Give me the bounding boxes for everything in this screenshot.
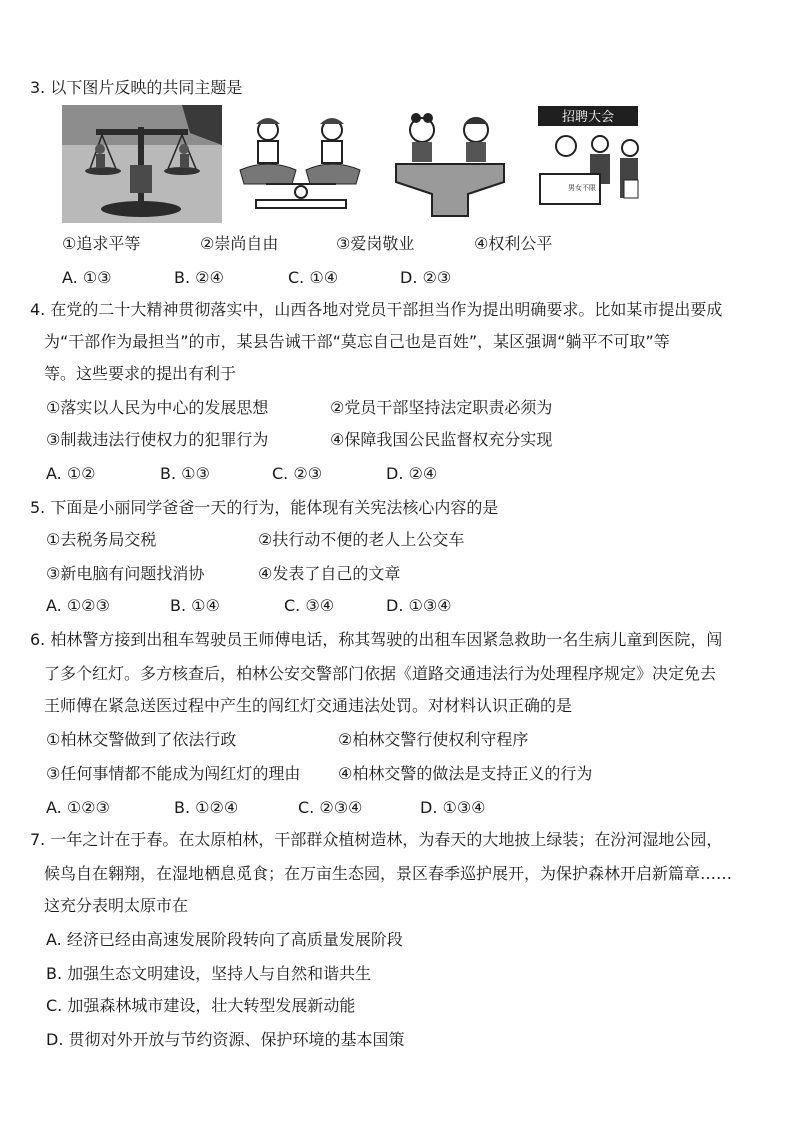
q5-choice-a: A. ①②③ xyxy=(46,596,110,615)
q5-stem: 5. 下面是小丽同学爸爸一天的行为，能体现有关宪法核心内容的是 xyxy=(30,498,499,517)
q5-statement-3: ③新电脑有问题找消协 xyxy=(46,564,205,583)
q4-choice-a: A. ①② xyxy=(46,464,96,483)
q4-statement-2: ②党员干部坚持法定职责必须为 xyxy=(330,398,553,417)
q3-statement-3: ③爱岗敬业 xyxy=(336,234,415,253)
q3-picture-3-children-pedestal xyxy=(390,108,510,222)
q5-choice-d: D. ①③④ xyxy=(386,596,452,615)
q3-choice-d: D. ②③ xyxy=(400,268,452,287)
q7-stem-line-2: 候鸟自在翱翔，在湿地栖息觅食；在万亩生态园，景区春季巡护展开，为保护森林开启新篇章…… xyxy=(44,864,733,883)
q6-stem-line-3: 王师傅在紧急送医过程中产生的闯红灯交通违法处罚。对材料认识正确的是 xyxy=(44,696,573,715)
q3-picture-4-caption: 招聘大会 xyxy=(561,110,615,125)
q3-picture-4-small-text: 男女不限 xyxy=(568,184,596,192)
q5-statement-2: ②扶行动不便的老人上公交车 xyxy=(258,530,465,549)
q3-statement-1: ①追求平等 xyxy=(62,234,141,253)
q6-statement-3: ③任何事情都不能成为闯红灯的理由 xyxy=(46,764,301,783)
q6-statement-1: ①柏林交警做到了依法行政 xyxy=(46,730,237,749)
q4-stem-line-1: 4. 在党的二十大精神贯彻落实中，山西各地对党员干部担当作为提出明确要求。比如某市提出要成 xyxy=(30,300,723,319)
q4-choice-c: C. ②③ xyxy=(272,464,323,483)
q4-choice-b: B. ①③ xyxy=(160,464,210,483)
q7-stem-line-1: 7. 一年之计在于春。在太原柏林，干部群众植树造林，为春天的大地披上绿装；在汾河湿地公园， xyxy=(30,830,723,849)
q6-choice-a: A. ①②③ xyxy=(46,798,110,817)
q3-stem: 3. 以下图片反映的共同主题是 xyxy=(30,78,243,97)
q4-stem-line-3: 等。这些要求的提出有利于 xyxy=(44,364,237,383)
q5-statement-1: ①去税务局交税 xyxy=(46,530,157,549)
q6-stem-line-1: 6. 柏林警方接到出租车驾驶员王师傅电话，称其驾驶的出租车因紧急救助一名生病儿童到医院，闯 xyxy=(30,630,723,649)
q6-statement-4: ④柏林交警的做法是支持正义的行为 xyxy=(338,764,593,783)
q3-choice-c: C. ①④ xyxy=(288,268,339,287)
q6-choice-c: C. ②③④ xyxy=(298,798,363,817)
q4-statement-3: ③制裁违法行使权力的犯罪行为 xyxy=(46,430,269,449)
q4-statement-4: ④保障我国公民监督权充分实现 xyxy=(330,430,553,449)
q4-choice-d: D. ②④ xyxy=(386,464,438,483)
q7-choice-d: D. 贯彻对外开放与节约资源、保护环境的基本国策 xyxy=(46,1030,405,1049)
q6-stem-line-2: 了多个红灯。多方核查后，柏林公安交警部门依据《道路交通违法行为处理程序规定》决定免去 xyxy=(44,664,717,683)
q3-choice-b: B. ②④ xyxy=(174,268,224,287)
q3-picture-4-job-fair xyxy=(536,104,648,214)
q6-statement-2: ②柏林交警行使权利守程序 xyxy=(338,730,529,749)
q4-statement-1: ①落实以人民为中心的发展思想 xyxy=(46,398,269,417)
q3-choice-a: A. ①③ xyxy=(62,268,112,287)
q6-choice-b: B. ①②④ xyxy=(174,798,239,817)
q3-picture-1-balance-scale xyxy=(62,105,222,223)
q7-choice-c: C. 加强森林城市建设，壮大转型发展新动能 xyxy=(46,996,356,1015)
q7-stem-line-3: 这充分表明太原市在 xyxy=(44,896,189,915)
q4-stem-line-2: 为“干部作为最担当”的市，某县告诫干部“莫忘自己也是百姓”，某区强调“躺平不可取”等 xyxy=(44,332,670,351)
q5-choice-c: C. ③④ xyxy=(284,596,335,615)
q6-choice-d: D. ①③④ xyxy=(420,798,486,817)
q7-choice-b: B. 加强生态文明建设，坚持人与自然和谐共生 xyxy=(46,964,372,983)
q5-choice-b: B. ①④ xyxy=(170,596,220,615)
q7-choice-a: A. 经济已经由高速发展阶段转向了高质量发展阶段 xyxy=(46,930,403,949)
q3-statement-4: ④权利公平 xyxy=(474,234,553,253)
q3-statement-2: ②崇尚自由 xyxy=(200,234,279,253)
q3-picture-2-farmers-scale xyxy=(236,110,366,220)
q5-statement-4: ④发表了自己的文章 xyxy=(258,564,401,583)
